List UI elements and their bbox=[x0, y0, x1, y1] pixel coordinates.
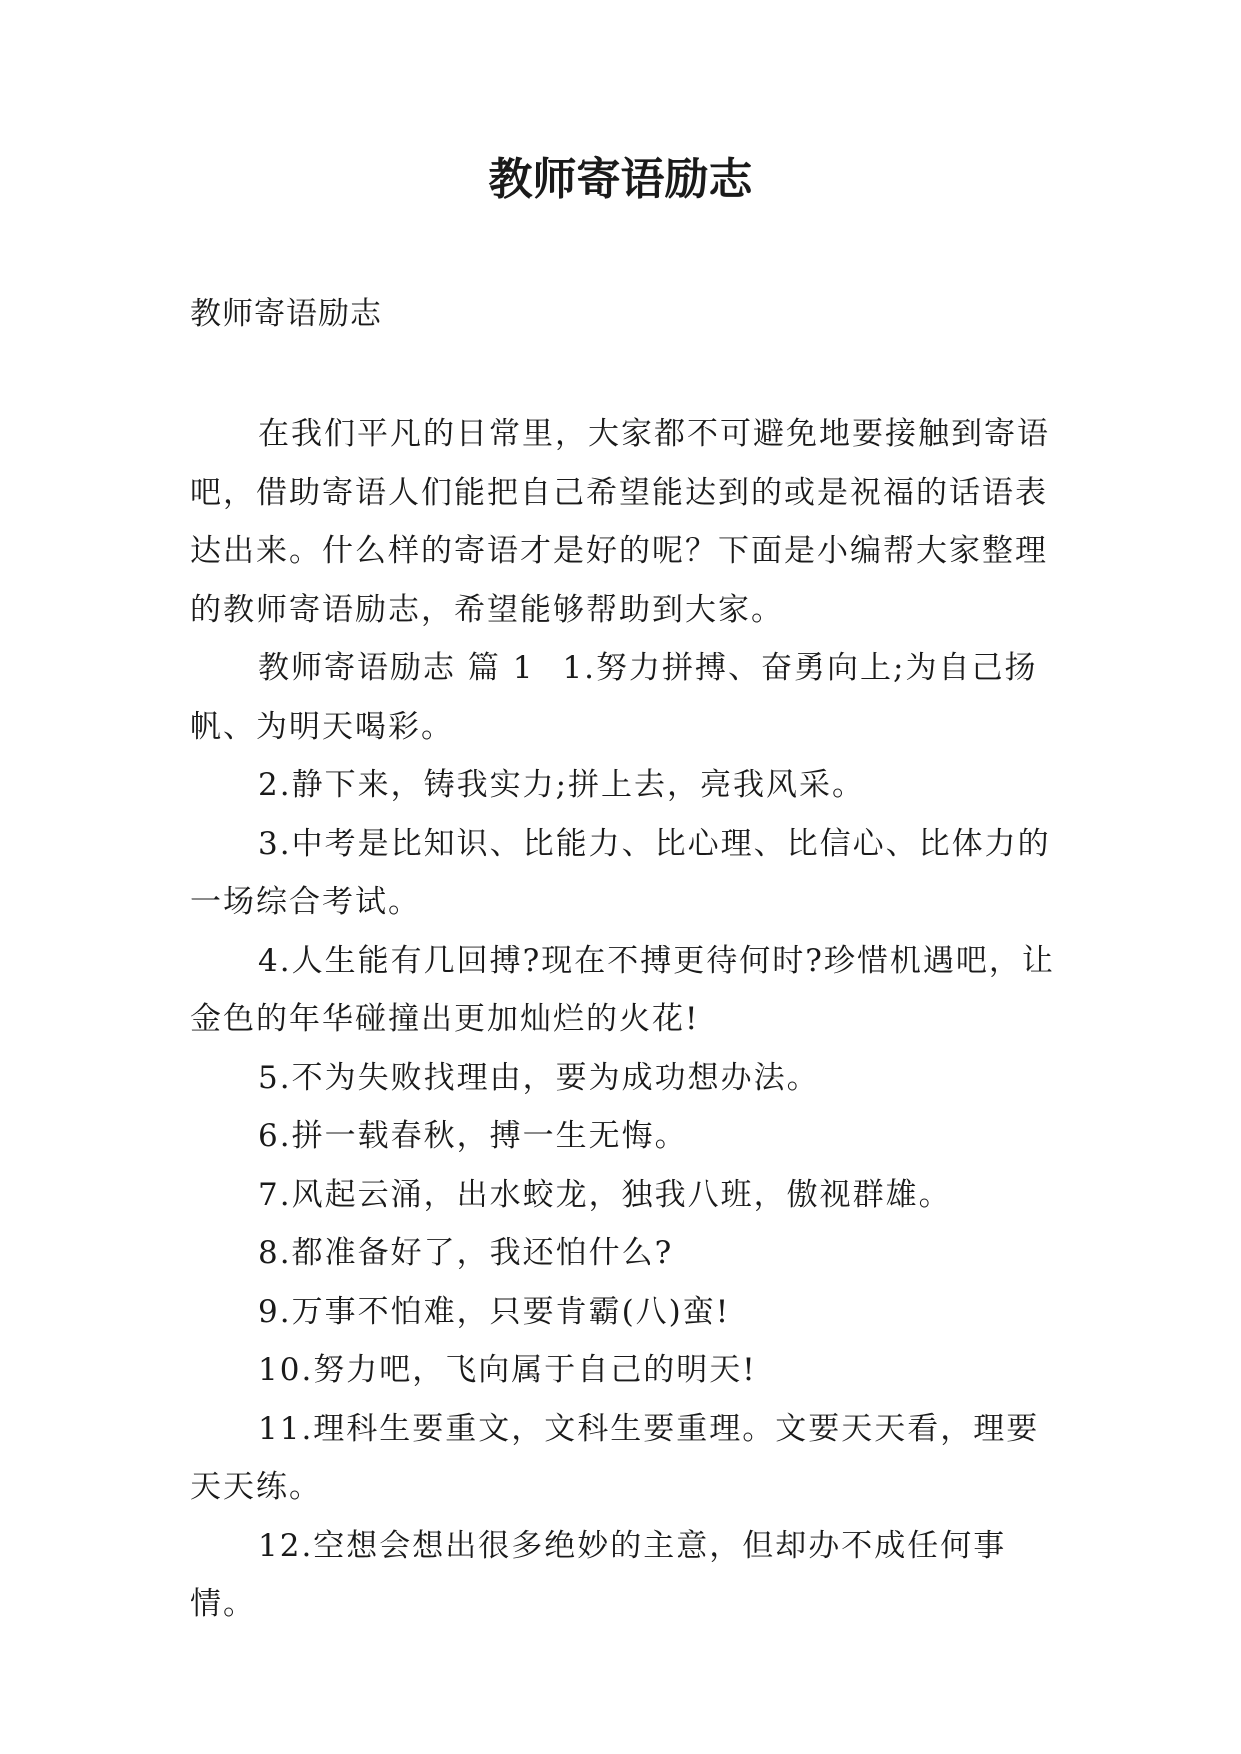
list-item: 3.中考是比知识、比能力、比心理、比信心、比体力的一场综合考试。 bbox=[190, 825, 1051, 920]
document-body bbox=[190, 405, 1070, 1634]
section-heading: 教师寄语励志 篇 1 bbox=[258, 650, 535, 686]
list-item: 9.万事不怕难，只要肯霸(八)蛮! bbox=[258, 1293, 731, 1330]
list-item: 8.都准备好了，我还怕什么? bbox=[258, 1235, 674, 1271]
list-item: 1.努力拼搏、奋勇向上;为自己扬帆、为明天喝彩。 bbox=[190, 650, 1038, 745]
list-item: 5.不为失败找理由，要为成功想办法。 bbox=[258, 1059, 820, 1096]
document-subtitle: 教师寄语励志 bbox=[190, 296, 382, 332]
document-title: 教师寄语励志 bbox=[488, 154, 753, 205]
list-item: 2.静下来，铸我实力;拼上去，亮我风采。 bbox=[258, 767, 866, 803]
list-item: 4.人生能有几回搏?现在不搏更待何时?珍惜机遇吧，让金色的年华碰撞出更加灿烂的火花! bbox=[190, 942, 1055, 1037]
intro-paragraph: 在我们平凡的日常里，大家都不可避免地要接触到寄语吧，借助寄语人们能把自己希望能达到的或是祝福的话语表达出来。什么样的寄语才是好的呢？下面是小编帮大家整理的教师寄语励志，希望能够帮助到大家。 bbox=[190, 416, 1050, 628]
list-item: 11.理科生要重文，文科生要重理。文要天天看，理要天天练。 bbox=[190, 1410, 1040, 1505]
list-item: 6.拼一载春秋，搏一生无悔。 bbox=[258, 1118, 688, 1154]
list-item: 7.风起云涌，出水蛟龙，独我八班，傲视群雄。 bbox=[258, 1176, 952, 1213]
section-first-paragraph bbox=[190, 639, 1070, 756]
list-item: 10.努力吧，飞向属于自己的明天! bbox=[258, 1352, 757, 1388]
list-item: 12.空想会想出很多绝妙的主意，但却办不成任何事情。 bbox=[190, 1527, 1007, 1622]
